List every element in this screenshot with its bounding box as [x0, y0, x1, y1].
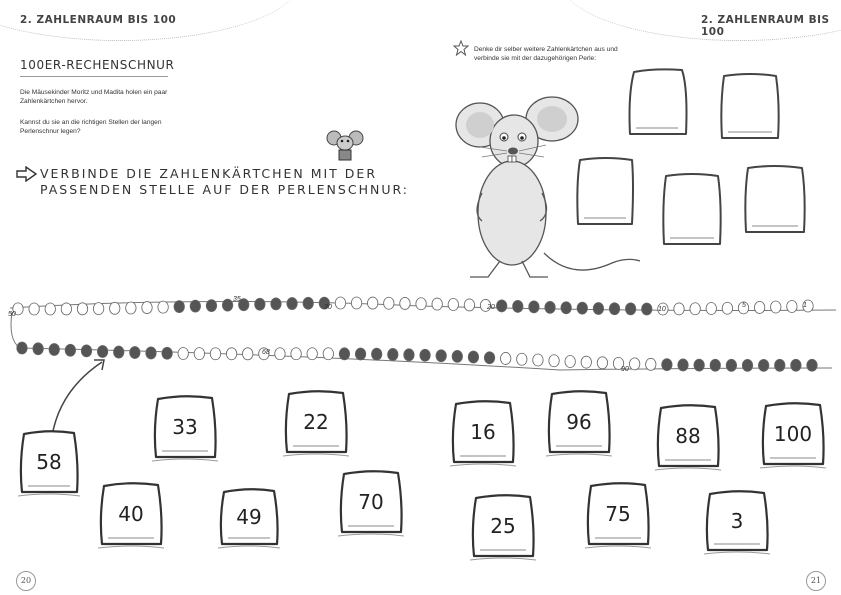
number-card[interactable]	[218, 486, 280, 552]
card-number: 70	[358, 490, 384, 514]
card-number: 100	[773, 422, 813, 446]
bead	[565, 355, 575, 367]
arrow-right-icon	[16, 166, 38, 182]
page-number-right: 21	[806, 571, 826, 591]
bead	[690, 303, 700, 315]
bead	[597, 357, 607, 369]
bead	[45, 303, 55, 315]
bead	[436, 350, 446, 362]
bead	[126, 302, 136, 314]
number-card[interactable]	[470, 492, 536, 564]
bead-label-30: 30	[324, 304, 332, 311]
bead	[17, 342, 27, 354]
bead	[416, 298, 426, 310]
bead	[513, 300, 523, 312]
bead	[339, 348, 349, 360]
bead	[222, 299, 232, 311]
bead	[642, 303, 652, 315]
bead	[291, 348, 301, 360]
bead	[758, 359, 768, 371]
bead	[674, 303, 684, 315]
bead	[210, 348, 220, 360]
bead	[662, 359, 672, 371]
bead	[142, 302, 152, 314]
right-chapter-title: 2. ZAHLENRAUM BIS 100	[701, 14, 830, 38]
bead-label-10: 10	[658, 306, 666, 313]
bead	[226, 348, 236, 360]
bead-string	[0, 280, 841, 390]
card-number: 16	[470, 420, 496, 444]
bead	[577, 302, 587, 314]
title-underline	[20, 76, 168, 77]
bead	[190, 300, 200, 312]
bead	[533, 354, 543, 366]
bead	[742, 359, 752, 371]
bead	[420, 349, 430, 361]
bead	[275, 348, 285, 360]
bead	[771, 301, 781, 313]
connect-arrow-icon	[40, 350, 120, 440]
bead	[529, 301, 539, 313]
bead	[255, 298, 265, 310]
card-number: 25	[490, 514, 516, 538]
card-number: 88	[675, 424, 701, 448]
bead	[206, 300, 216, 312]
number-card[interactable]	[450, 398, 516, 470]
bead	[710, 359, 720, 371]
bead	[464, 299, 474, 311]
bead	[243, 348, 253, 360]
bead	[646, 358, 656, 370]
bead	[561, 302, 571, 314]
card-number: 75	[605, 502, 631, 526]
bead	[287, 298, 297, 310]
number-card[interactable]	[585, 480, 651, 552]
bead	[787, 300, 797, 312]
number-card[interactable]	[18, 428, 80, 500]
bead-label-5: 5	[742, 302, 746, 309]
blank-card	[721, 74, 778, 138]
card-number: 58	[36, 450, 62, 474]
bead	[351, 297, 361, 309]
bead	[625, 303, 635, 315]
number-card[interactable]	[98, 480, 164, 552]
card-number: 33	[172, 415, 198, 439]
blank-card	[630, 69, 687, 134]
bead-label-35: 35	[233, 296, 241, 303]
bead	[593, 302, 603, 314]
bead	[162, 347, 172, 359]
bead-label-90: 90	[621, 366, 629, 373]
bead	[388, 348, 398, 360]
card-number: 3	[730, 509, 744, 533]
card-number: 22	[303, 410, 329, 434]
bead	[726, 359, 736, 371]
bead	[61, 303, 71, 315]
bead	[791, 359, 801, 371]
bead	[158, 301, 168, 313]
bead	[581, 356, 591, 368]
bead	[694, 359, 704, 371]
bead-label-50: 50	[8, 311, 16, 318]
bead	[432, 298, 442, 310]
bead	[335, 297, 345, 309]
blank-card	[745, 166, 804, 232]
number-card[interactable]	[760, 400, 826, 472]
bead	[371, 348, 381, 360]
number-card[interactable]	[152, 393, 218, 465]
bead	[500, 352, 510, 364]
number-card[interactable]	[283, 388, 349, 460]
star-task-text: Denke dir selber weitere Zahlenkärtchen aus und verbinde sie mit der dazugehörigen Perle:	[474, 46, 618, 62]
section-title: 100ER-RECHENSCHNUR	[20, 58, 175, 72]
bead	[194, 348, 204, 360]
instruction-line-2: PASSENDEN STELLE AUF DER PERLENSCHNUR:	[40, 182, 409, 197]
bead	[271, 298, 281, 310]
number-card[interactable]	[546, 388, 612, 460]
bead	[384, 297, 394, 309]
bead	[754, 301, 764, 313]
number-card[interactable]	[655, 402, 721, 474]
bead	[178, 347, 188, 359]
page-number-left: 20	[16, 571, 36, 591]
small-mouse-icon	[324, 128, 368, 164]
card-number: 96	[566, 410, 592, 434]
bead	[807, 359, 817, 371]
bead	[609, 303, 619, 315]
bead	[629, 358, 639, 370]
bead	[29, 303, 39, 315]
bead	[400, 297, 410, 309]
bead	[496, 300, 506, 312]
bead	[303, 297, 313, 309]
bead	[367, 297, 377, 309]
bead	[404, 349, 414, 361]
bead	[448, 298, 458, 310]
blank-card	[663, 174, 720, 244]
bead	[130, 347, 140, 359]
bead	[706, 303, 716, 315]
star-icon	[453, 40, 469, 56]
left-chapter-title: 2. ZAHLENRAUM BIS 100	[20, 14, 177, 26]
bead	[452, 350, 462, 362]
bead-label-1: 1	[803, 302, 807, 309]
bead	[77, 303, 87, 315]
bead	[307, 348, 317, 360]
bead	[146, 347, 156, 359]
bead	[323, 348, 333, 360]
blank-cards	[572, 64, 812, 254]
blank-card	[577, 158, 633, 224]
bead	[174, 301, 184, 313]
bead	[484, 352, 494, 364]
bead-label-68: 68	[262, 349, 270, 356]
number-card[interactable]	[338, 468, 404, 540]
intro-paragraph-1: Die Mäusekinder Moritz und Madita holen ein paar Zahlenkärtchen hervor.	[20, 89, 168, 105]
bead	[545, 301, 555, 313]
bead	[110, 302, 120, 314]
bead	[722, 302, 732, 314]
bead-label-20: 20	[487, 304, 495, 311]
bead	[468, 351, 478, 363]
bead	[355, 348, 365, 360]
card-number: 49	[236, 505, 262, 529]
number-card[interactable]	[704, 488, 770, 558]
bead	[678, 359, 688, 371]
intro-paragraph-2: Kannst du sie an die richtigen Stellen der langen Perlenschnur legen?	[20, 119, 162, 135]
bead	[775, 359, 785, 371]
instruction-line-1: VERBINDE DIE ZAHLENKÄRTCHEN MIT DER	[40, 166, 377, 181]
bead	[549, 355, 559, 367]
card-number: 40	[118, 502, 144, 526]
bead	[517, 353, 527, 365]
bead	[93, 303, 103, 315]
